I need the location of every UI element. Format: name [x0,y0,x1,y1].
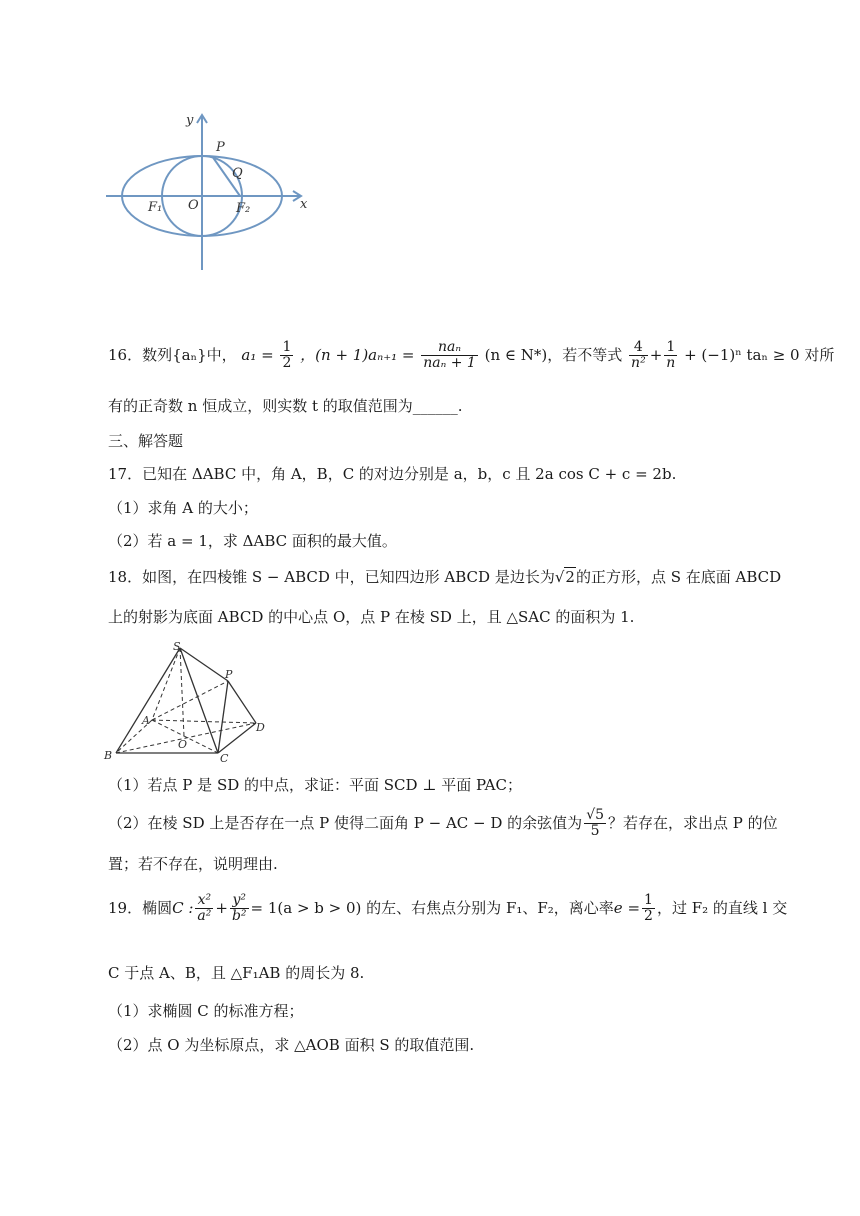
label-O2: O [178,738,188,751]
q16-recurrence-fraction: $\frac{\text{naₙ}}{\text{naₙ + 1}}$ [423,339,476,372]
q16-ineq-frac1: $\frac{4}{\text{n²}}$ [631,339,646,372]
q16-a1-fraction: $\frac{1}{2}$ [282,339,292,372]
q19-part1: （1）求椭圆 C 的标准方程； [108,1002,304,1020]
edge-SB [116,648,180,753]
q18-part1: （1）若点 P 是 SD 的中点，求证：平面 SCD ⊥ 平面 PAC； [108,776,522,794]
q16-recurrence-cond: (n ∈ N*)，若不等式 [484,345,623,364]
q19-stem: 19．椭圆C : $\frac{\text{x²}}{\text{a²}}$ + $\frac{\text{y²}}{\text{b²}}$ = 1(a > b > 0) 的左、右焦点分别为 F₁、F₂，离心率e = $\frac{1}{2}$ ，过 F₂ 的直线 l 交 [108,892,788,925]
q19-e-fraction: $\frac{1}{2}$ [644,892,653,925]
q17-stem: 17．已知在 ΔABC 中，角 A，B，C 的对边分别是 a，b，c 且 2a cos C + c = 2b. [108,465,677,483]
ellipse-circle-figure [100,108,320,278]
label-F1: F₁ [148,200,163,215]
label-x: x [300,197,308,212]
q16-intro: 16．数列{aₙ}中， [108,345,237,364]
label-O: O [188,198,199,213]
q16-recurrence-lhs: ，(n + 1)aₙ₊₁ = [300,345,415,364]
hidden-AD [152,720,256,723]
label-C: C [220,752,229,765]
label-P: P [216,140,225,155]
q16-ineq-tail: + (−1)ⁿ taₙ ≥ 0 对所 [684,345,835,364]
q17-part2: （2）若 a = 1，求 ΔABC 面积的最大值。 [108,532,397,550]
hidden-SA [152,648,180,720]
edge-SP [180,648,228,681]
q18-part2: （2）在棱 SD 上是否存在一点 P 使得二面角 P − AC − D 的余弦值为 $\frac{√5}{5}$ ？若存在，求出点 P 的位 [108,807,778,840]
q16-line1: 16．数列{aₙ}中， a₁ = $\frac{1}{2}$ ，(n + 1)aₙ₊₁ = $\frac{\text{naₙ}}{\text{naₙ + 1}}$ (n ∈ N*)，若不等式 $\frac{4}{\text{n²}}$ + $\frac{1}{n}$ + (−1)ⁿ taₙ ≥ 0 对所 [108,339,835,372]
edge-PD [228,681,256,723]
edge-CD [218,723,256,753]
label-Q: Q [232,166,243,181]
q19-y-fraction: $\frac{\text{y²}}{\text{b²}}$ [231,892,247,925]
label-S: S [173,640,181,653]
q17-part1: （1）求角 A 的大小； [108,499,258,517]
hidden-SO [180,648,184,736]
q18-part2-line2: 置；若不存在，说明理由. [108,855,278,873]
label-P2: P [225,668,233,681]
hidden-AP [152,681,228,720]
q18-line2: 上的射影为底面 ABCD 的中心点 O，点 P 在棱 SD 上，且 △SAC 的面积为 1. [108,608,635,626]
label-A: A [142,714,150,727]
edge-CP [218,681,228,753]
section-heading: 三、解答题 [108,432,184,450]
label-F2: F₂ [236,201,251,216]
label-D: D [256,721,265,734]
pyramid-figure [100,640,270,765]
q19-x-fraction: $\frac{\text{x²}}{\text{a²}}$ [197,892,212,925]
sqrt-2: √2 [554,568,575,586]
label-y: y [186,113,194,128]
label-B: B [104,749,113,762]
q19-part2: （2）点 O 为坐标原点，求 △AOB 面积 S 的取值范围. [108,1036,475,1054]
q18-cos-fraction: $\frac{√5}{5}$ [586,807,605,840]
q16-ineq-frac2: $\frac{1}{n}$ [666,339,676,372]
q16-a1-lhs: a₁ = [241,345,274,364]
q18-stem: 18．如图，在四棱锥 S − ABCD 中，已知四边形 ABCD 是边长为√2的正方形，点 S 在底面 ABCD [108,568,782,586]
q16-line2: 有的正奇数 n 恒成立，则实数 t 的取值范围为______. [108,397,463,415]
q19-line2: C 于点 A、B，且 △F₁AB 的周长为 8. [108,964,365,982]
